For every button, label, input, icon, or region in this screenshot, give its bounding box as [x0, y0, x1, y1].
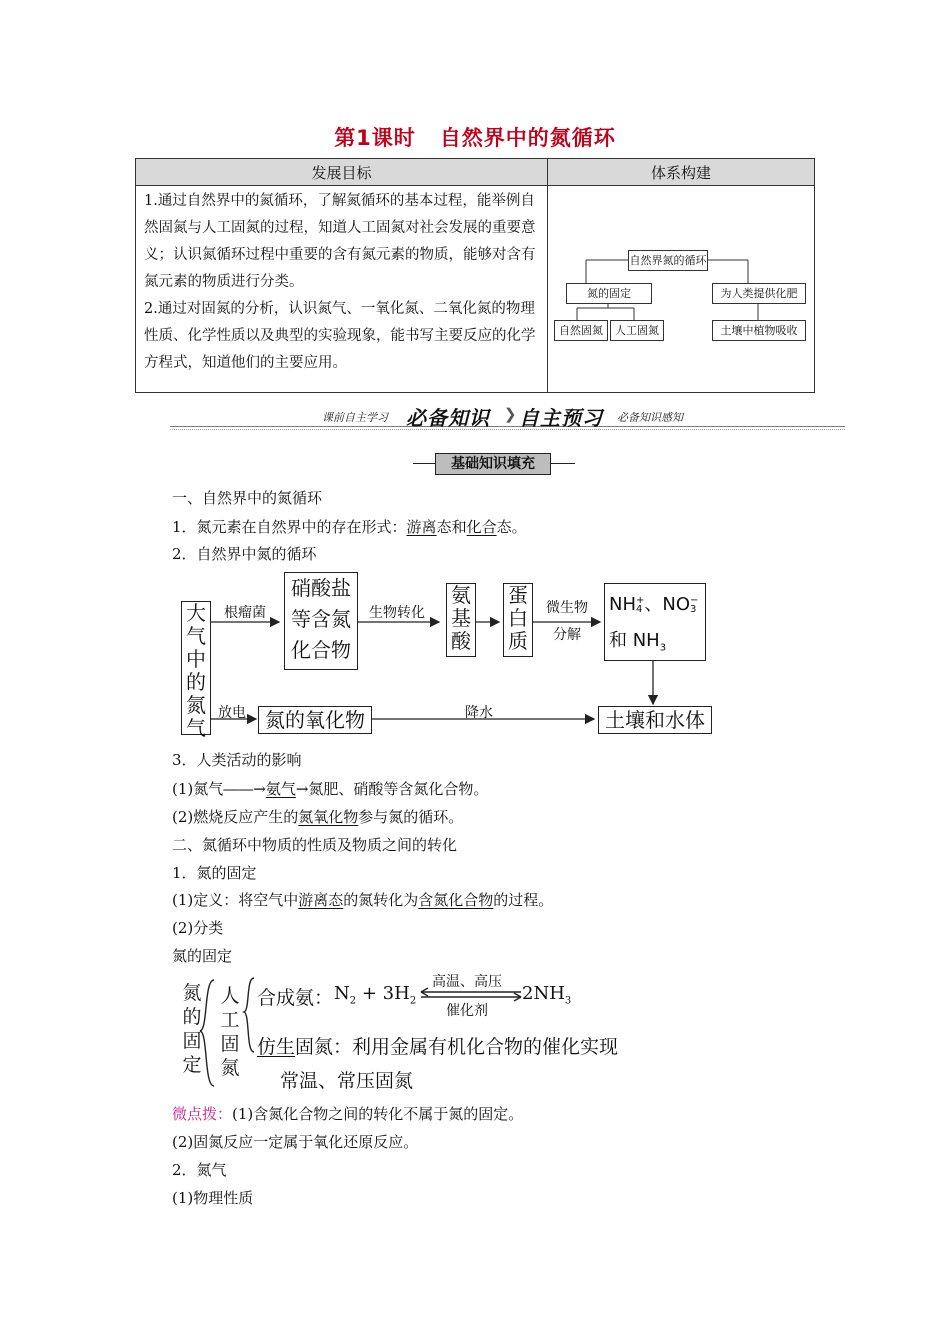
tree-natural: 自然固氮	[554, 320, 608, 341]
banner-right: 必备知识感知	[617, 411, 683, 424]
text-line-3: 3．人类活动的影响	[172, 751, 302, 769]
condition-bottom: 催化剂	[446, 1003, 488, 1019]
label-decompose: 分解	[553, 627, 581, 643]
equation-right: $2NH_3$	[522, 983, 572, 1007]
text-line-8: (2)分类	[172, 919, 224, 937]
label-bio-transform: 生物转化	[369, 605, 425, 621]
tree-fixation: 氮的固定	[566, 283, 652, 304]
banner-arrow-icon: ❯	[504, 405, 517, 423]
box-soil-water: 土壤和水体	[598, 706, 712, 734]
condition-top: 高温、高压	[432, 974, 502, 990]
label-artificial-vertical: 人工固氮	[220, 985, 240, 1079]
goal-2: 2.通过对固氮的分析，认识氮气、一氧化氮、二氧化氮的物理性质、化学性质以及典型的实验现象，能书写主要反应的化学方程式，知道他们的主要应用。	[144, 301, 536, 371]
text-line-5: (2)燃烧反应产生的氮氧化物参与氮的循环。	[172, 808, 464, 826]
heading-1: 一、自然界中的氮循环	[172, 489, 323, 507]
header-goals: 发展目标	[136, 159, 548, 186]
tree-fertilizer: 为人类提供化肥	[712, 283, 806, 304]
box-nitrogen-oxides: 氮的氧化物	[258, 706, 372, 734]
text-line-11: (1)物理性质	[172, 1189, 254, 1207]
equation-left: $N_2 + 3H_2$	[334, 983, 417, 1007]
box-amino-acid: 氨基酸	[446, 583, 476, 657]
banner-main-1: 必备知识	[406, 406, 490, 430]
note-line-1: 微点拨：(1)含氮化合物之间的转化不属于氮的固定。	[172, 1105, 524, 1123]
text-line-7: (1)定义：将空气中游离态的氮转化为含氮化合物的过程。	[172, 891, 554, 909]
text-line-9: 氮的固定	[172, 947, 233, 965]
header-system: 体系构建	[548, 159, 815, 186]
text-line-10: 2．氮气	[172, 1161, 227, 1179]
section-label: 基础知识填充	[435, 453, 551, 475]
note-line-2: (2)固氮反应一定属于氧化还原反应。	[172, 1133, 419, 1151]
biomimetic-line: 仿生固氮：利用金属有机化合物的催化实现	[257, 1036, 619, 1058]
banner-main-2: 自主预习	[519, 406, 603, 430]
box-atmosphere: 大气中的氮气	[181, 601, 211, 735]
text-line-1: 1．氮元素在自然界中的存在形式：游离态和化合态。	[172, 518, 527, 536]
tree-plant: 土壤中植物吸收	[712, 320, 806, 341]
biomimetic-line-2: 常温、常压固氮	[280, 1070, 414, 1092]
label-discharge: 放电	[218, 705, 246, 721]
text-line-4: (1)氮气――→氨气→氮肥、硝酸等含氮化合物。	[172, 780, 489, 798]
text-line-2: 2．自然界中氮的循环	[172, 545, 317, 563]
synthesis-label: 合成氨：	[257, 987, 334, 1009]
box-nitrate: 硝酸盐等含氮化合物	[284, 572, 358, 670]
label-bacteria: 根瘤菌	[224, 605, 266, 621]
tree-root: 自然界氮的循环	[628, 250, 708, 271]
heading-2: 二、氮循环中物质的性质及物质之间的转化	[172, 836, 458, 854]
label-rain: 降水	[465, 705, 493, 721]
label-fixation-vertical: 氮的固定	[182, 982, 202, 1076]
box-protein: 蛋白质	[503, 583, 533, 657]
tree-artificial: 人工固氮	[610, 320, 664, 341]
label-microbe: 微生物	[546, 600, 588, 616]
box-products: NH + 4 、NO − 3 和 $NH_3$	[604, 583, 706, 661]
text-line-6: 1．氮的固定	[172, 864, 257, 882]
goal-1: 1.通过自然界中的氮循环，了解氮循环的基本过程，能举例自然固氮与人工固氮的过程，知道人工固氮对社会发展的重要意义；认识氮循环过程中重要的含有氮元素的物质，能够对含有氮元素的物质进行分类。	[144, 193, 536, 290]
page-title: 第1课时 自然界中的氮循环	[334, 126, 616, 150]
banner-left: 课前自主学习	[322, 411, 388, 424]
